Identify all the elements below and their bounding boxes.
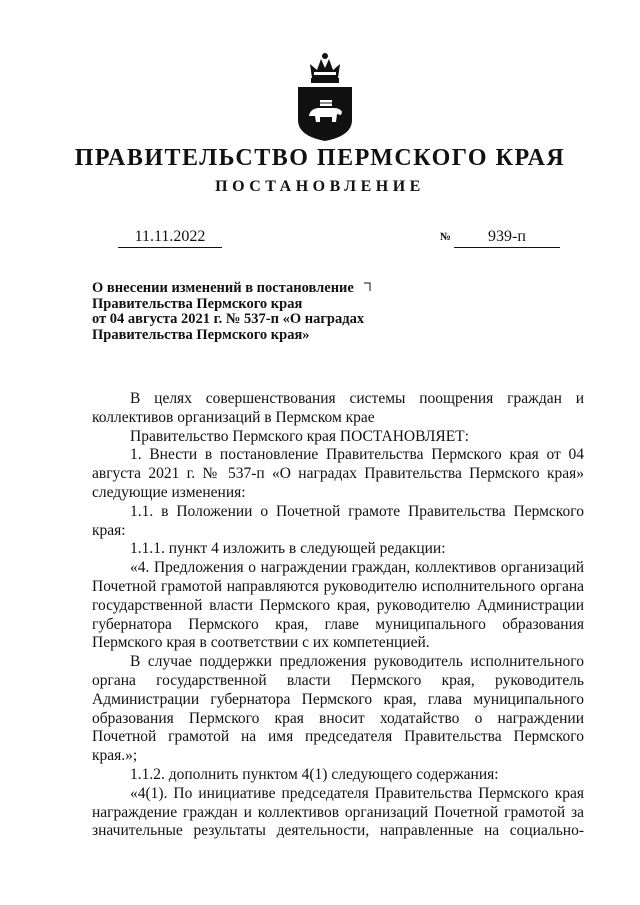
government-title: ПРАВИТЕЛЬСТВО ПЕРМСКОГО КРАЯ [74, 145, 566, 171]
body-paragraph: 1.1.2. дополнить пунктом 4(1) следующего содержания: [130, 765, 499, 783]
body-paragraph: «4. Предложения о награждении граждан, коллективов организаций Почетной грамотой направляются руководителю исполнительного органа государственной власти Пермского края, руководителю Администрации губернатора Пермского края, главе муниципального образования Пермского края в соответствии с их компетенцией. [92, 559, 584, 652]
subject-line: Правительства Пермского края [92, 295, 303, 312]
subject-line: Правительства Пермского края» [92, 326, 310, 343]
document-subject [92, 281, 392, 343]
coat-of-arms-icon [290, 50, 360, 142]
body-paragraph: В целях совершенствования системы поощрения граждан и коллективов организаций в Пермском крае [92, 390, 584, 426]
body-paragraph: 1.1. в Положении о Почетной грамоте Правительства Пермского края: [92, 502, 584, 539]
document-number: 939-п [454, 228, 560, 248]
document-type: ПОСТАНОВЛЕНИЕ [215, 178, 425, 195]
body-paragraph: 1.1.1. пункт 4 изложить в следующей редакции: [130, 540, 446, 558]
body-paragraph: В случае поддержки предложения руководитель исполнительного органа государственной власти Пермского края, руководитель Администрации губернатора Пермского края, глава муниципального образования Пермского края вносит ходатайство о награждении Почетной грамотой на имя председателя Правительства Пермского края.»; [92, 653, 584, 765]
corner-mark-icon [363, 282, 371, 292]
document-body [92, 390, 584, 841]
subject-line: О внесении изменений в постановление [92, 280, 354, 296]
body-paragraph: 1. Внести в постановление Правительства Пермского края от 04 августа 2021 г. № 537-п «О наградах Правительства Пермского края» следующие изменения: [92, 446, 584, 501]
body-paragraph: «4(1). По инициативе председателя Правительства Пермского края награждение граждан и коллективов организаций Почетной грамотой за значительные результаты деятельности, направленные на социально- [92, 784, 584, 840]
body-paragraph: Правительство Пермского края ПОСТАНОВЛЯЕТ: [130, 427, 469, 445]
subject-line: от 04 августа 2021 г. № 537-п «О наградах [92, 311, 365, 327]
number-label: № [440, 231, 452, 243]
document-date: 11.11.2022 [118, 228, 222, 248]
